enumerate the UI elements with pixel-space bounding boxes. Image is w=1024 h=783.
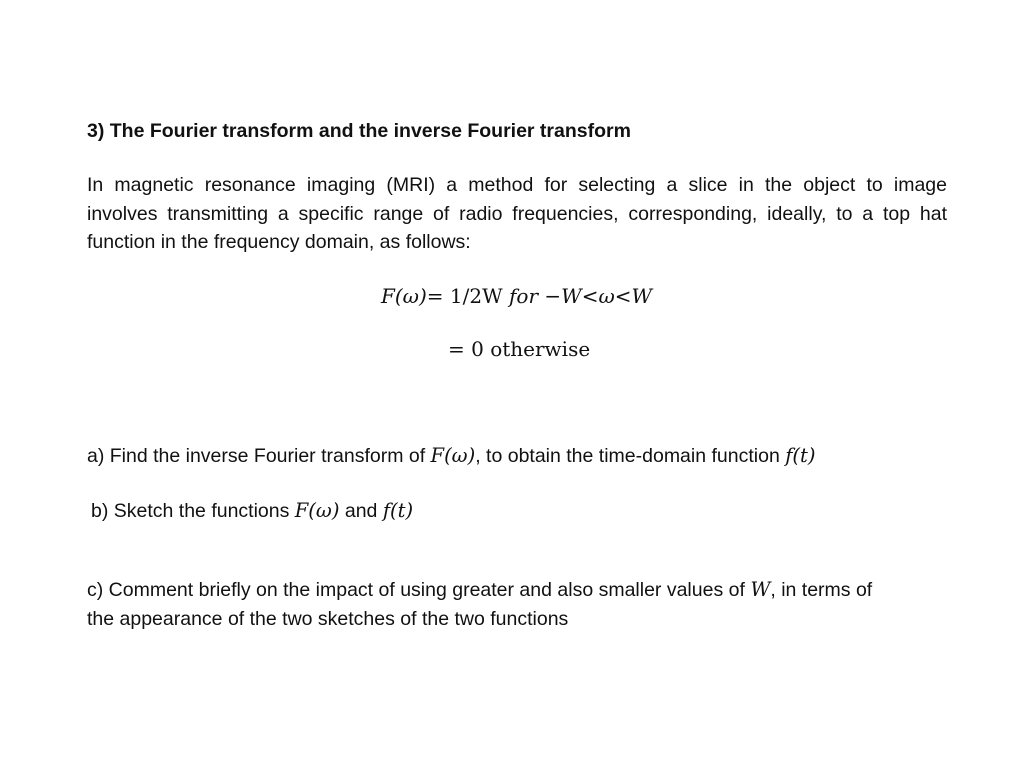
equation-condition: −W<ω<W — [544, 284, 653, 308]
equation-cond-word: for — [509, 284, 539, 308]
equation-top-hat — [381, 282, 652, 310]
intro-paragraph — [87, 171, 947, 257]
intro-line-3: function in the frequency domain, as follows: — [87, 231, 471, 253]
question-b-prefix: b) Sketch the functions — [91, 500, 295, 522]
question-c-prefix: c) Comment briefly on the impact of using greater and also smaller values of — [87, 579, 751, 601]
question-b-F: F(ω) — [294, 499, 340, 522]
equation-lhs: F(ω) — [381, 284, 427, 308]
question-a — [87, 442, 816, 470]
equation-otherwise: = 0 otherwise — [448, 337, 591, 361]
question-a-f: f(t) — [785, 444, 816, 467]
question-c — [87, 576, 872, 633]
intro-line-1: In magnetic resonance imaging (MRI) a method for selecting a slice in the object to image — [87, 174, 947, 196]
question-a-prefix: a) Find the inverse Fourier transform of — [87, 445, 431, 467]
question-b-and: and — [339, 500, 383, 522]
question-a-F: F(ω) — [430, 444, 476, 467]
equation-value: = 1/2W — [426, 284, 503, 308]
question-c-line-1 — [87, 576, 872, 605]
question-a-middle: , to obtain the time-domain function — [475, 445, 786, 467]
question-b-f: f(t) — [382, 499, 414, 522]
question-c-line-2: the appearance of the two sketches of the two functions — [87, 607, 569, 630]
question-c-suffix: , in terms of — [770, 579, 873, 601]
question-b — [91, 497, 413, 525]
intro-line-2: involves transmitting a specific range of radio frequencies, corresponding, ideally, to a top hat — [87, 202, 947, 225]
section-heading: 3) The Fourier transform and the inverse Fourier transform — [87, 120, 631, 142]
question-c-W: W — [750, 578, 771, 601]
